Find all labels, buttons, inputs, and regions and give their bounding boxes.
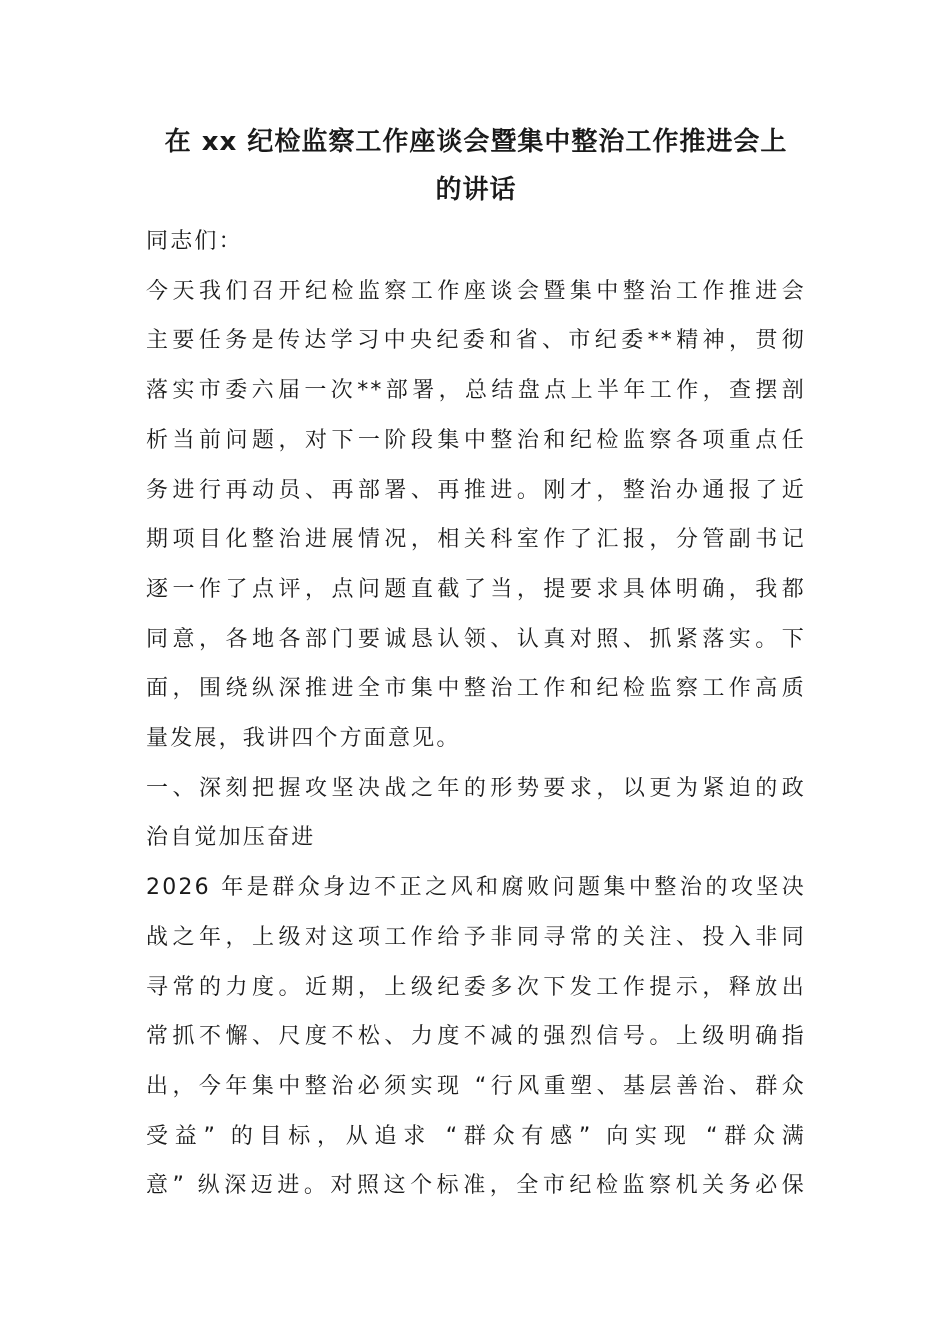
section-1-body	[146, 863, 806, 1211]
text-line: 务进行再动员、再部署、再推进。刚才，整治办通报了近	[146, 477, 806, 503]
text-line: 逐一作了点评，点问题直截了当，提要求具体明确，我都	[146, 576, 806, 602]
text-line: 析当前问题，对下一阶段集中整治和纪检监察各项重点任	[146, 427, 806, 453]
text-line: 常抓不懈、尺度不松、力度不减的强烈信号。上级明确指	[146, 1024, 806, 1050]
text-line: 出，今年集中整治必须实现 “行风重塑、基层善治、群众	[146, 1073, 806, 1099]
document-page	[146, 118, 806, 1211]
text-line: 意” 纵深迈进。对照这个标准，全市纪检监察机关务必保	[146, 1173, 806, 1199]
heading-line: 治自觉加压奋进	[146, 825, 316, 851]
text-line: 期项目化整治进展情况，相关科室作了汇报，分管副书记	[146, 527, 806, 553]
text-line: 同意，各地各部门要诚恳认领、认真对照、抓紧落实。下	[146, 626, 806, 652]
intro-paragraph	[146, 267, 806, 764]
title-line-1: 在 xx 纪检监察工作座谈会暨集中整治工作推进会上	[164, 127, 788, 157]
greeting	[146, 217, 806, 267]
document-title	[146, 118, 806, 214]
greeting-text: 同志们：	[146, 229, 243, 254]
section-1-heading	[146, 764, 806, 863]
text-line: 今天我们召开纪检监察工作座谈会暨集中整治工作推进会	[146, 278, 806, 304]
text-line: 受益” 的目标，从追求 “群众有感” 向实现 “群众满	[146, 1123, 806, 1149]
text-line: 量发展，我讲四个方面意见。	[146, 726, 461, 752]
text-line: 主要任务是传达学习中央纪委和省、市纪委**精神，贯彻	[146, 328, 806, 354]
text-line: 落实市委六届一次**部署，总结盘点上半年工作，查摆剖	[146, 378, 806, 404]
text-line: 寻常的力度。近期，上级纪委多次下发工作提示，释放出	[146, 974, 806, 1000]
text-line: 2026 年是群众身边不正之风和腐败问题集中整治的攻坚决	[146, 875, 806, 901]
heading-line: 一、深刻把握攻坚决战之年的形势要求，以更为紧迫的政	[146, 775, 806, 801]
text-line: 面，围绕纵深推进全市集中整治工作和纪检监察工作高质	[146, 676, 806, 702]
title-line-2: 的讲话	[435, 175, 517, 205]
text-line: 战之年，上级对这项工作给予非同寻常的关注、投入非同	[146, 924, 806, 950]
